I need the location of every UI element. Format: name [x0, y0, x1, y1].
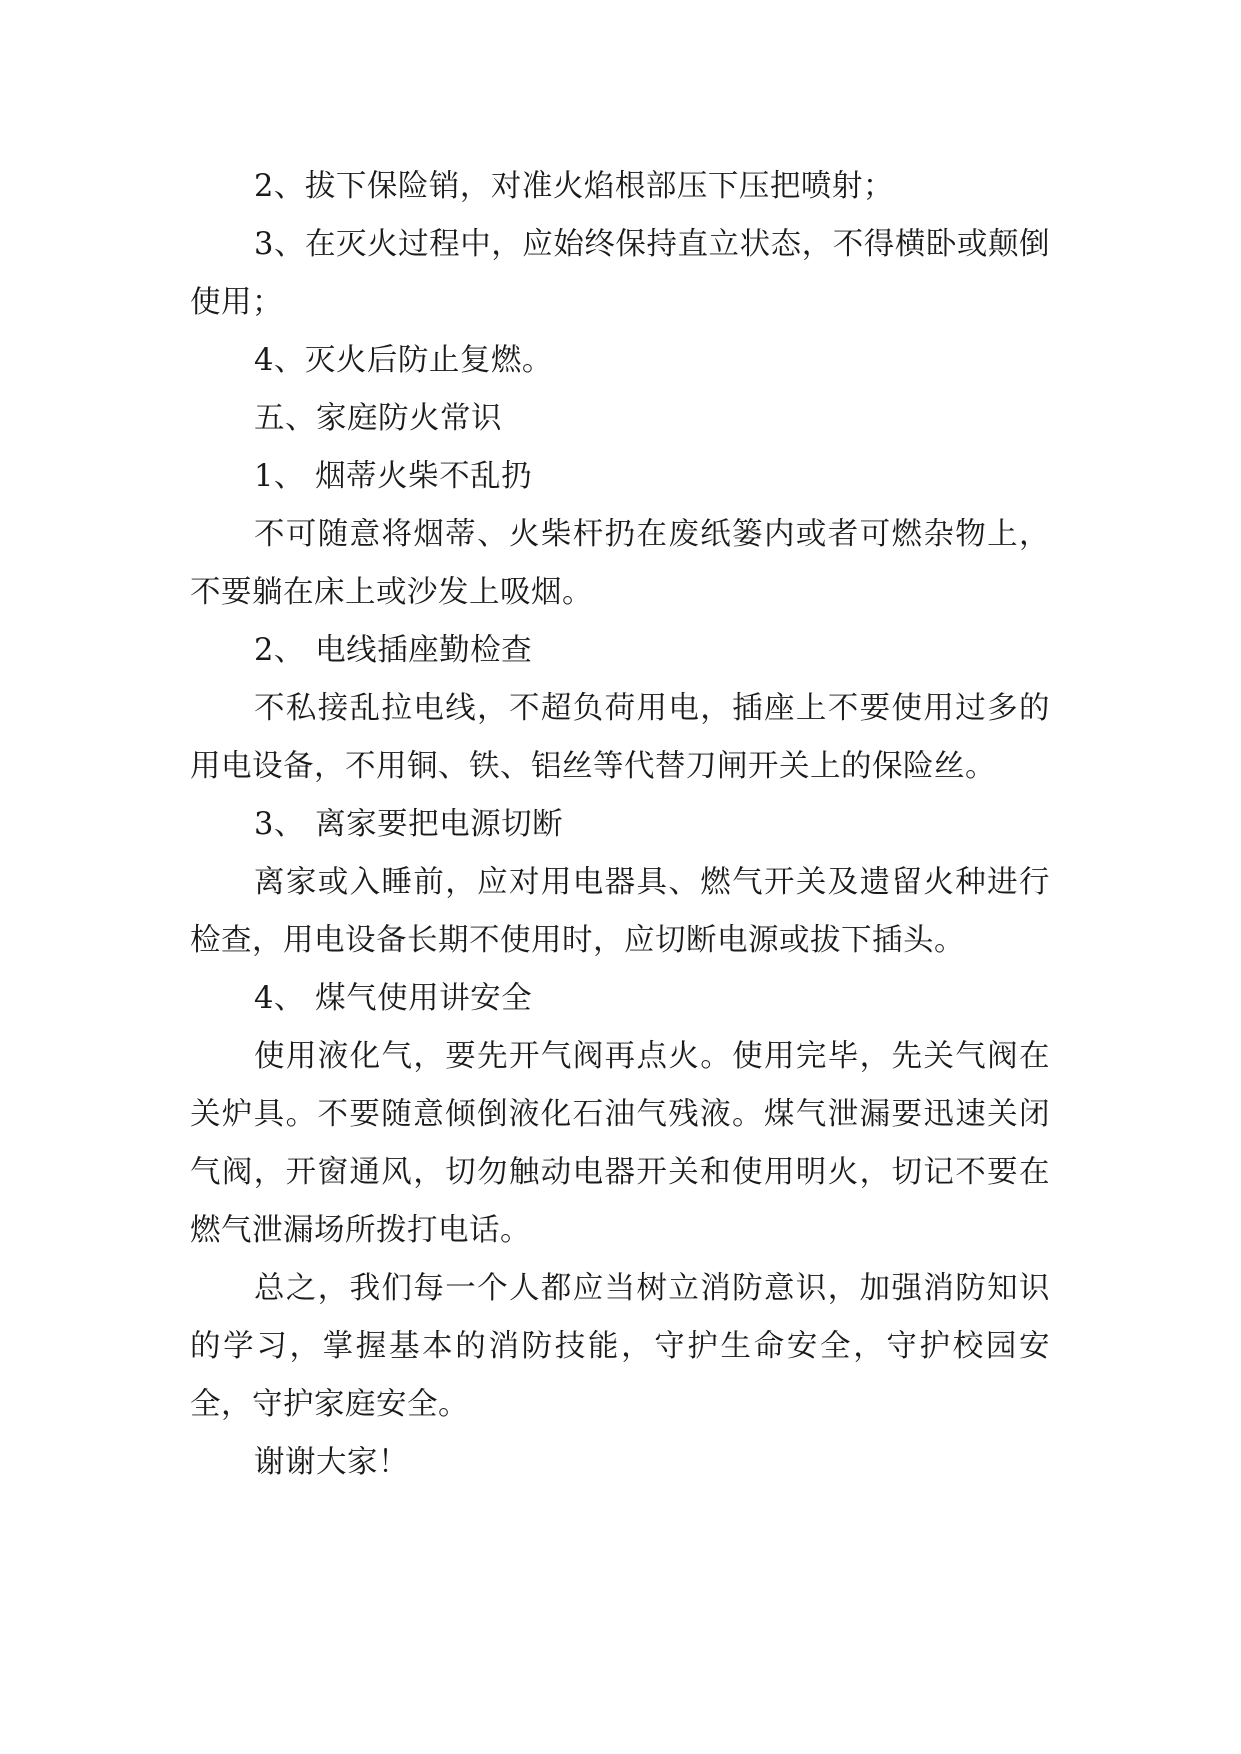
subheading-gas-safety: 4、 煤气使用讲安全 [254, 981, 533, 1016]
paragraph-extinguisher-step-4: 4、灭火后防止复燃。 [254, 343, 553, 378]
section-heading-home-fire-safety: 五、家庭防火常识 [254, 401, 502, 436]
subheading-cigarettes: 1、 烟蒂火柴不乱扔 [254, 459, 533, 494]
paragraph-extinguisher-step-2: 2、拔下保险销，对准火焰根部压下压把喷射； [254, 169, 894, 204]
paragraph-conclusion: 总之，我们每一个人都应当树立消防意识，加强消防知识的学习，掌握基本的消防技能，守护生命安全，守护校园安全，守护家庭安全。 [190, 1271, 1050, 1422]
document-body [190, 158, 1050, 1492]
subheading-wiring: 2、 电线插座勤检查 [254, 633, 533, 668]
subheading-power-off: 3、 离家要把电源切断 [254, 807, 564, 842]
paragraph-cigarettes: 不可随意将烟蒂、火柴杆扔在废纸篓内或者可燃杂物上，不要躺在床上或沙发上吸烟。 [190, 517, 1050, 610]
paragraph-extinguisher-step-3: 3、在灭火过程中，应始终保持直立状态，不得横卧或颠倒使用； [190, 227, 1050, 320]
paragraph-thanks: 谢谢大家！ [254, 1445, 409, 1480]
paragraph-power-off: 离家或入睡前，应对用电器具、燃气开关及遗留火种进行检查，用电设备长期不使用时，应切断电源或拔下插头。 [190, 865, 1050, 958]
paragraph-wiring: 不私接乱拉电线，不超负荷用电，插座上不要使用过多的用电设备，不用铜、铁、铝丝等代替刀闸开关上的保险丝。 [190, 691, 1050, 784]
paragraph-gas-safety: 使用液化气，要先开气阀再点火。使用完毕，先关气阀在关炉具。不要随意倾倒液化石油气残液。煤气泄漏要迅速关闭气阀，开窗通风，切勿触动电器开关和使用明火，切记不要在燃气泄漏场所拨打电话。 [190, 1039, 1050, 1248]
